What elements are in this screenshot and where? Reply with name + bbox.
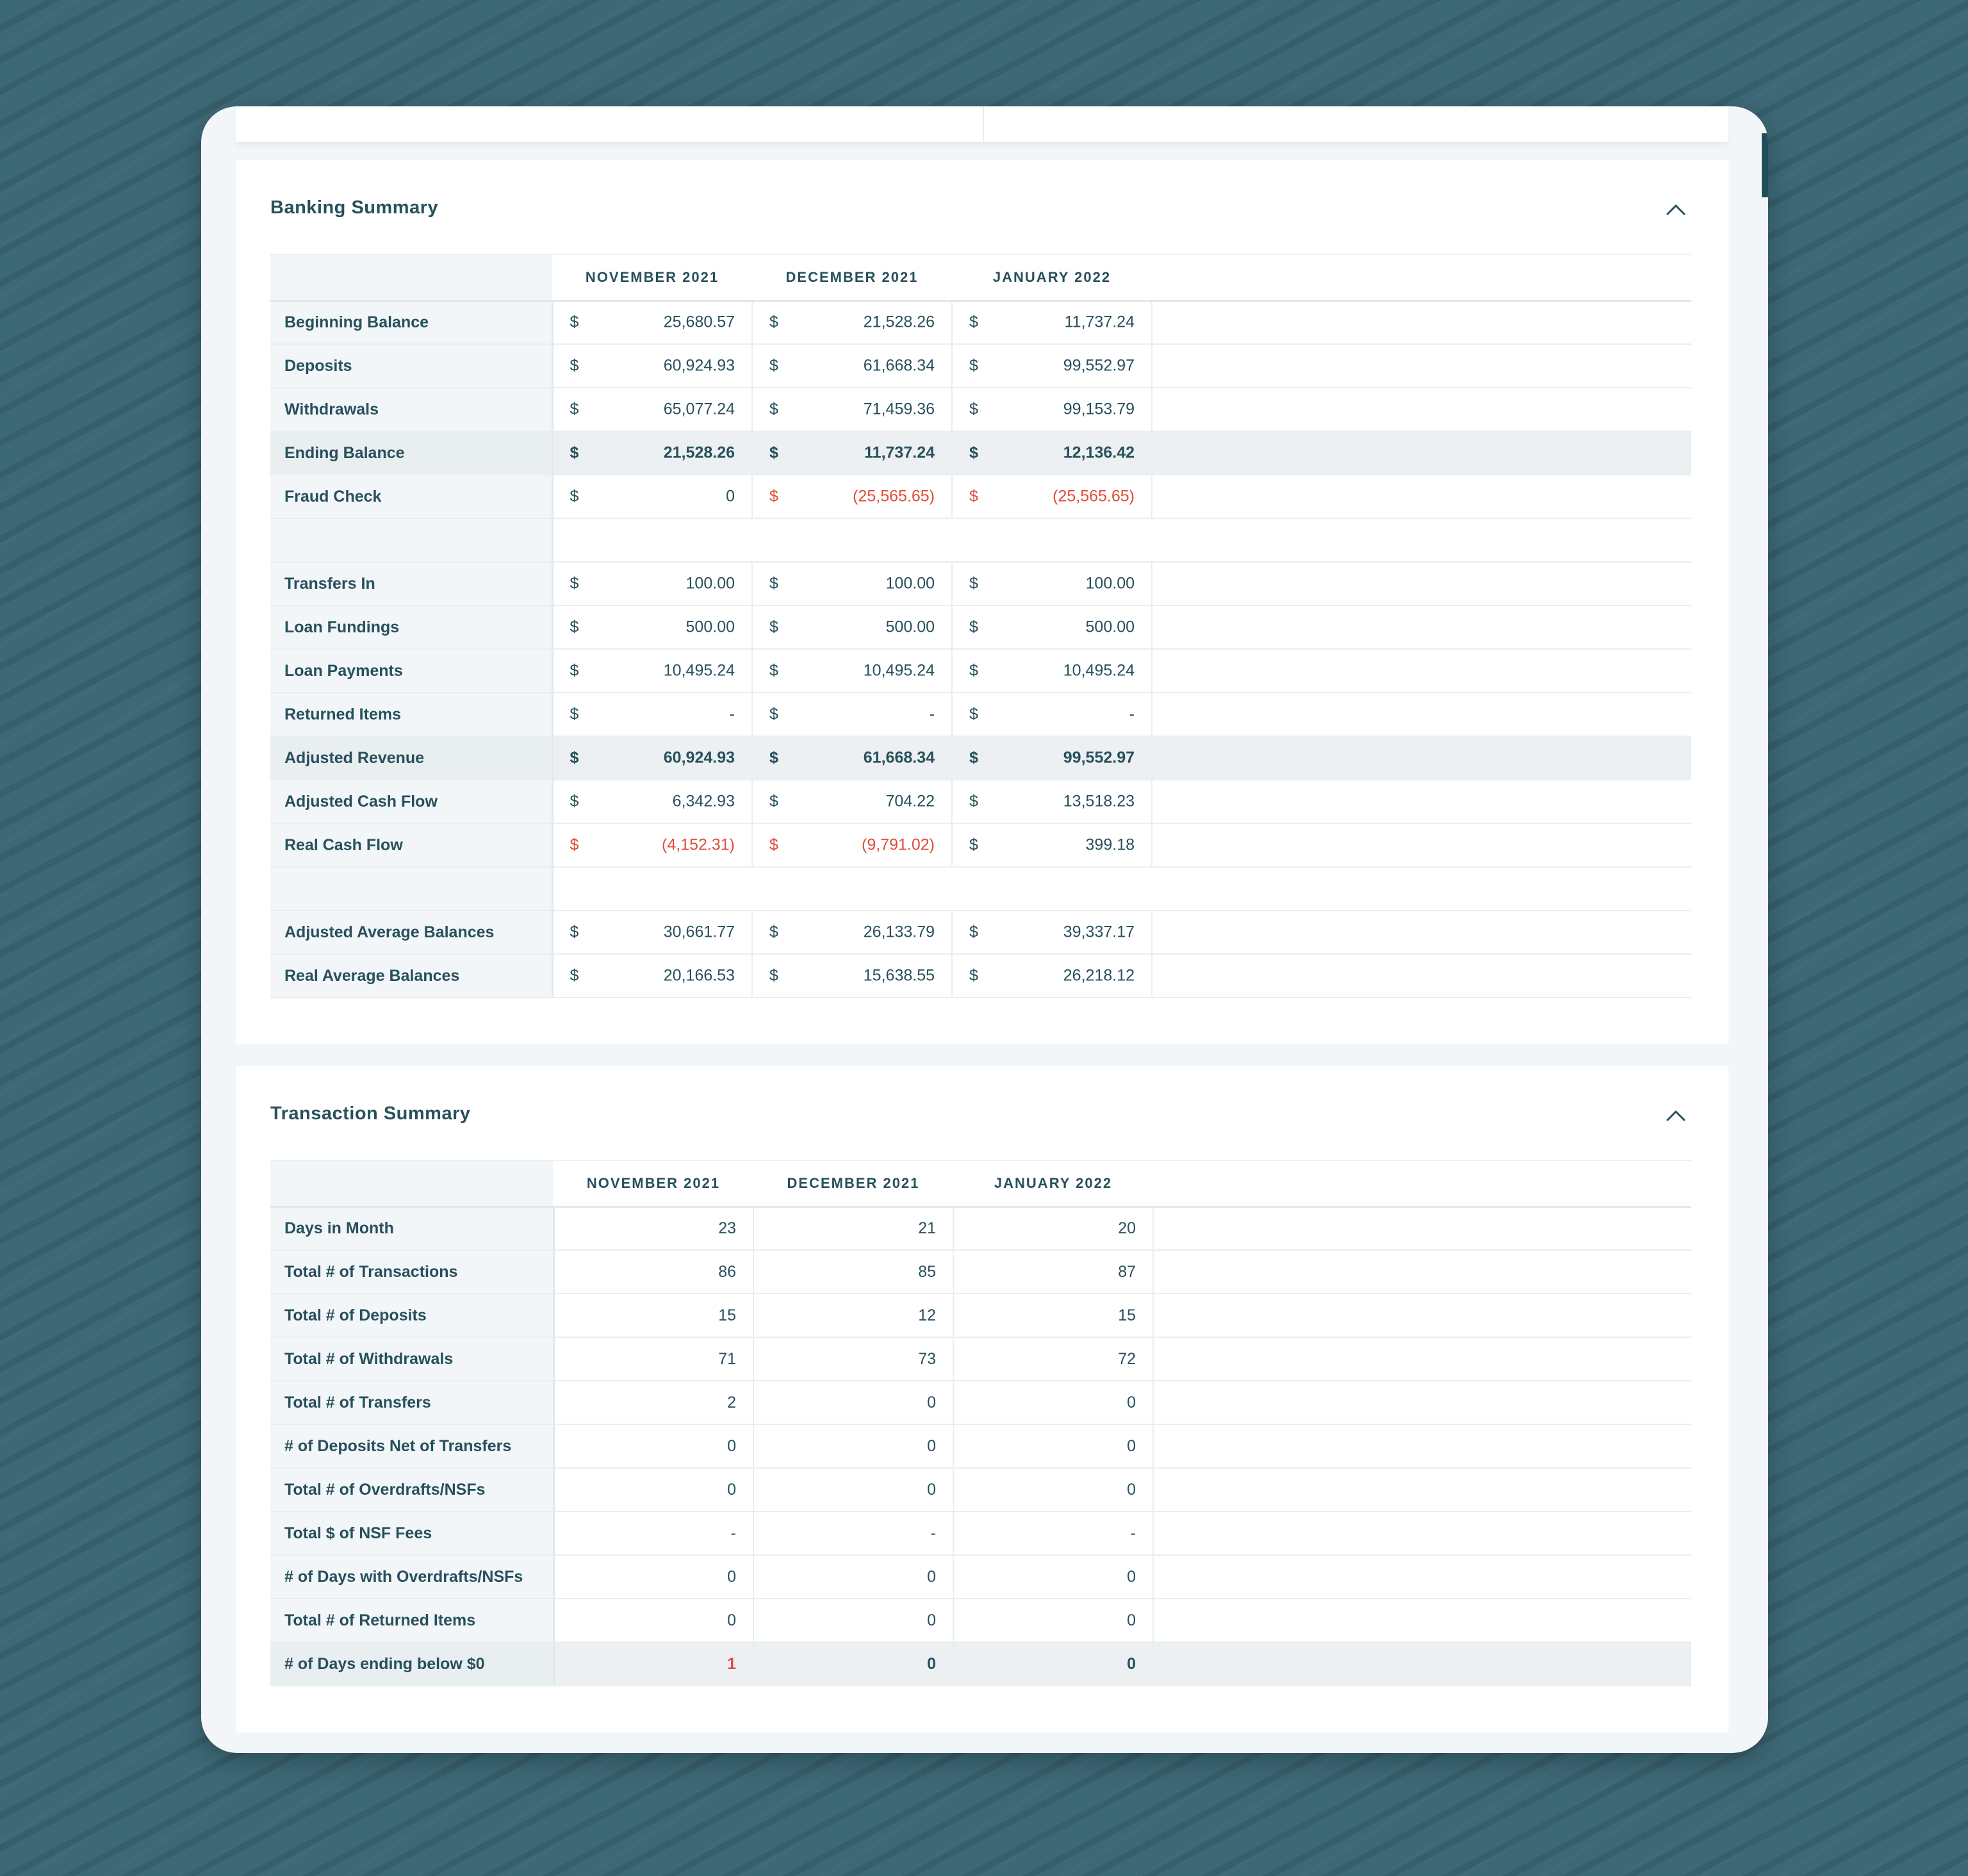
- value-cell: [552, 693, 752, 736]
- row-label: Adjusted Average Balances: [270, 910, 552, 954]
- count-cell: 0: [753, 1381, 953, 1424]
- count-cell: 15: [554, 1294, 753, 1337]
- amount: 26,133.79: [863, 923, 935, 941]
- amount: 6,342.93: [672, 792, 735, 810]
- spacer-cell: [552, 867, 1691, 910]
- row-filler: [1153, 1424, 1691, 1468]
- value-cell: [552, 562, 752, 605]
- value-cell: [952, 736, 1152, 780]
- row-label: # of Days ending below $0: [270, 1642, 554, 1686]
- count-cell: 0: [953, 1424, 1153, 1468]
- banking-summary-card: [236, 160, 1728, 1044]
- count-cell: 0: [753, 1555, 953, 1599]
- currency-symbol: $: [769, 923, 778, 941]
- value-cell: [752, 344, 952, 388]
- transaction-summary-rows: [270, 1206, 1691, 1686]
- value-cell: [752, 605, 952, 649]
- table-row: [270, 910, 1691, 954]
- currency-symbol: $: [769, 835, 778, 854]
- currency-symbol: $: [769, 618, 778, 636]
- table-row: [270, 1381, 1691, 1424]
- amount: 30,661.77: [663, 923, 735, 941]
- amount: 399.18: [1085, 835, 1135, 854]
- row-label: Transfers In: [270, 562, 552, 605]
- table-row: [270, 1555, 1691, 1599]
- currency-symbol: $: [570, 835, 579, 854]
- table-row: [270, 1337, 1691, 1381]
- currency-symbol: $: [969, 835, 978, 854]
- value-cell: [552, 649, 752, 693]
- spacer-row: [270, 518, 1691, 562]
- row-filler: [1152, 475, 1691, 518]
- value-cell: [752, 693, 952, 736]
- currency-symbol: $: [769, 400, 778, 418]
- amount: 65,077.24: [663, 400, 735, 418]
- value-cell: [552, 823, 752, 867]
- count-cell: 72: [953, 1337, 1153, 1381]
- row-filler: [1153, 1642, 1691, 1686]
- row-filler: [1152, 605, 1691, 649]
- row-label: Withdrawals: [270, 388, 552, 431]
- count-cell: -: [953, 1511, 1153, 1555]
- value-cell: [952, 693, 1152, 736]
- value-cell: [952, 823, 1152, 867]
- row-filler: [1152, 562, 1691, 605]
- currency-symbol: $: [769, 705, 778, 723]
- currency-symbol: $: [969, 661, 978, 680]
- amount: 60,924.93: [663, 748, 735, 767]
- count-cell: 23: [554, 1206, 753, 1250]
- table-row: [270, 1206, 1691, 1250]
- app-window: [201, 106, 1768, 1753]
- amount: 99,552.97: [1063, 356, 1135, 375]
- value-cell: [752, 300, 952, 344]
- table-row: [270, 736, 1691, 780]
- amount: 11,737.24: [864, 443, 935, 462]
- value-cell: [752, 954, 952, 998]
- amount: 39,337.17: [1063, 923, 1135, 941]
- amount: 61,668.34: [863, 748, 935, 767]
- amount: 20,166.53: [663, 966, 735, 985]
- currency-symbol: $: [570, 313, 579, 331]
- table-row: [270, 605, 1691, 649]
- row-filler: [1153, 1555, 1691, 1599]
- amount: 500.00: [685, 618, 735, 636]
- amount: 12,136.42: [1063, 443, 1135, 462]
- count-cell: 0: [953, 1381, 1153, 1424]
- row-label: Beginning Balance: [270, 300, 552, 344]
- amount: 500.00: [885, 618, 935, 636]
- currency-symbol: $: [769, 966, 778, 985]
- edge-tab: [1762, 133, 1768, 197]
- table-row: [270, 780, 1691, 823]
- currency-symbol: $: [969, 792, 978, 810]
- row-filler: [1152, 954, 1691, 998]
- amount: 71,459.36: [863, 400, 935, 418]
- row-filler: [1152, 388, 1691, 431]
- amount: (4,152.31): [662, 835, 735, 854]
- count-cell: -: [554, 1511, 753, 1555]
- row-label: Total # of Withdrawals: [270, 1337, 554, 1381]
- row-filler: [1152, 823, 1691, 867]
- count-cell: 0: [753, 1468, 953, 1511]
- amount: -: [929, 705, 935, 723]
- header-filler: [1153, 1160, 1691, 1206]
- row-label: Total $ of NSF Fees: [270, 1511, 554, 1555]
- header-corner: [270, 1160, 554, 1206]
- row-filler: [1152, 431, 1691, 475]
- count-cell: 0: [953, 1555, 1153, 1599]
- row-label: Loan Payments: [270, 649, 552, 693]
- amount: 500.00: [1085, 618, 1135, 636]
- currency-symbol: $: [969, 313, 978, 331]
- value-cell: [552, 431, 752, 475]
- row-label: Adjusted Revenue: [270, 736, 552, 780]
- value-cell: [552, 780, 752, 823]
- value-cell: [752, 823, 952, 867]
- row-filler: [1153, 1206, 1691, 1250]
- amount: 26,218.12: [1063, 966, 1135, 985]
- table-row: [270, 300, 1691, 344]
- value-cell: [752, 649, 952, 693]
- value-cell: [552, 475, 752, 518]
- row-filler: [1153, 1511, 1691, 1555]
- row-label: Returned Items: [270, 693, 552, 736]
- header-filler: [1152, 254, 1691, 300]
- currency-symbol: $: [969, 923, 978, 941]
- table-header-row: [270, 1160, 1691, 1206]
- header-corner: [270, 254, 552, 300]
- row-filler: [1152, 780, 1691, 823]
- row-label: Total # of Transactions: [270, 1250, 554, 1294]
- row-label: Real Average Balances: [270, 954, 552, 998]
- transaction-summary-title: Transaction Summary: [270, 1103, 471, 1124]
- count-cell: 12: [753, 1294, 953, 1337]
- amount: 21,528.26: [663, 443, 735, 462]
- value-cell: [752, 388, 952, 431]
- count-cell: 0: [554, 1424, 753, 1468]
- value-cell: [952, 475, 1152, 518]
- spacer-cell: [552, 518, 1691, 562]
- currency-symbol: $: [969, 356, 978, 375]
- row-filler: [1153, 1250, 1691, 1294]
- chevron-up-icon[interactable]: [1664, 1105, 1687, 1128]
- count-cell: 86: [554, 1250, 753, 1294]
- count-cell: 0: [554, 1599, 753, 1642]
- column-header: NOVEMBER 2021: [554, 1160, 753, 1206]
- amount: 10,495.24: [1063, 661, 1135, 680]
- currency-symbol: $: [969, 443, 978, 462]
- table-row: [270, 1468, 1691, 1511]
- amount: (25,565.65): [1053, 487, 1135, 506]
- table-row: [270, 1250, 1691, 1294]
- currency-symbol: $: [969, 487, 978, 506]
- currency-symbol: $: [769, 748, 778, 767]
- row-label: Real Cash Flow: [270, 823, 552, 867]
- value-cell: [752, 562, 952, 605]
- row-label: Loan Fundings: [270, 605, 552, 649]
- value-cell: [552, 605, 752, 649]
- value-cell: [552, 736, 752, 780]
- currency-symbol: $: [570, 748, 579, 767]
- currency-symbol: $: [570, 923, 579, 941]
- amount: 15,638.55: [863, 966, 935, 985]
- table-row: [270, 693, 1691, 736]
- currency-symbol: $: [570, 661, 579, 680]
- table-row: [270, 344, 1691, 388]
- column-header: NOVEMBER 2021: [552, 254, 752, 300]
- value-cell: [952, 649, 1152, 693]
- value-cell: [952, 300, 1152, 344]
- row-filler: [1153, 1468, 1691, 1511]
- row-label: Deposits: [270, 344, 552, 388]
- row-filler: [1152, 910, 1691, 954]
- currency-symbol: $: [969, 966, 978, 985]
- count-cell: 0: [753, 1424, 953, 1468]
- value-cell: [952, 388, 1152, 431]
- amount: 100.00: [1085, 574, 1135, 593]
- count-cell: 85: [753, 1250, 953, 1294]
- count-cell: 20: [953, 1206, 1153, 1250]
- currency-symbol: $: [769, 356, 778, 375]
- value-cell: [752, 431, 952, 475]
- transaction-summary-header[interactable]: [270, 1097, 1694, 1135]
- amount: 0: [726, 487, 735, 506]
- row-label: Total # of Returned Items: [270, 1599, 554, 1642]
- row-label: Days in Month: [270, 1206, 554, 1250]
- count-cell: -: [753, 1511, 953, 1555]
- currency-symbol: $: [769, 792, 778, 810]
- amount: 99,153.79: [1063, 400, 1135, 418]
- count-cell: 0: [554, 1555, 753, 1599]
- row-label: Total # of Deposits: [270, 1294, 554, 1337]
- row-label: # of Deposits Net of Transfers: [270, 1424, 554, 1468]
- count-cell: 21: [753, 1206, 953, 1250]
- amount: 13,518.23: [1063, 792, 1135, 810]
- value-cell: [952, 562, 1152, 605]
- count-cell: 0: [554, 1468, 753, 1511]
- row-filler: [1152, 649, 1691, 693]
- row-filler: [1153, 1599, 1691, 1642]
- currency-symbol: $: [570, 618, 579, 636]
- amount: 60,924.93: [663, 356, 735, 375]
- value-cell: [952, 910, 1152, 954]
- currency-symbol: $: [769, 443, 778, 462]
- transaction-summary-table: [270, 1160, 1691, 1686]
- transaction-summary-card: [236, 1066, 1728, 1732]
- amount: -: [1129, 705, 1135, 723]
- table-row: [270, 823, 1691, 867]
- table-row: [270, 649, 1691, 693]
- amount: 100.00: [885, 574, 935, 593]
- currency-symbol: $: [969, 748, 978, 767]
- count-cell: 0: [953, 1599, 1153, 1642]
- count-cell: 71: [554, 1337, 753, 1381]
- currency-symbol: $: [570, 400, 579, 418]
- value-cell: [752, 780, 952, 823]
- value-cell: [952, 344, 1152, 388]
- value-cell: [552, 344, 752, 388]
- amount: 99,552.97: [1063, 748, 1135, 767]
- row-label-empty: [270, 518, 552, 562]
- currency-symbol: $: [969, 574, 978, 593]
- column-header: DECEMBER 2021: [752, 254, 952, 300]
- currency-symbol: $: [769, 313, 778, 331]
- table-row: [270, 1511, 1691, 1555]
- count-cell: 15: [953, 1294, 1153, 1337]
- count-cell: 2: [554, 1381, 753, 1424]
- banking-summary-header[interactable]: [270, 191, 1694, 229]
- row-label: Total # of Transfers: [270, 1381, 554, 1424]
- table-row: [270, 1642, 1691, 1686]
- value-cell: [752, 736, 952, 780]
- amount: 704.22: [885, 792, 935, 810]
- amount: 10,495.24: [663, 661, 735, 680]
- currency-symbol: $: [969, 618, 978, 636]
- row-label: Total # of Overdrafts/NSFs: [270, 1468, 554, 1511]
- banking-summary-title: Banking Summary: [270, 197, 439, 218]
- value-cell: [552, 300, 752, 344]
- currency-symbol: $: [969, 400, 978, 418]
- count-cell: 0: [953, 1468, 1153, 1511]
- row-label: Ending Balance: [270, 431, 552, 475]
- table-row: [270, 475, 1691, 518]
- count-cell: 1: [554, 1642, 753, 1686]
- row-filler: [1152, 736, 1691, 780]
- row-filler: [1153, 1381, 1691, 1424]
- top-panel: [236, 106, 1728, 144]
- value-cell: [752, 910, 952, 954]
- count-cell: 0: [753, 1642, 953, 1686]
- table-row: [270, 431, 1691, 475]
- spacer-row: [270, 867, 1691, 910]
- currency-symbol: $: [769, 487, 778, 506]
- amount: 100.00: [685, 574, 735, 593]
- top-panel-divider: [983, 106, 984, 142]
- value-cell: [552, 388, 752, 431]
- amount: 25,680.57: [663, 313, 735, 331]
- banking-summary-table: [270, 254, 1691, 998]
- table-row: [270, 388, 1691, 431]
- currency-symbol: $: [570, 443, 579, 462]
- row-filler: [1153, 1337, 1691, 1381]
- currency-symbol: $: [570, 356, 579, 375]
- value-cell: [952, 431, 1152, 475]
- table-row: [270, 954, 1691, 998]
- row-label: # of Days with Overdrafts/NSFs: [270, 1555, 554, 1599]
- amount: (25,565.65): [853, 487, 935, 506]
- value-cell: [752, 475, 952, 518]
- value-cell: [552, 910, 752, 954]
- table-row: [270, 562, 1691, 605]
- chevron-up-icon[interactable]: [1664, 199, 1687, 222]
- currency-symbol: $: [570, 574, 579, 593]
- count-cell: 73: [753, 1337, 953, 1381]
- column-header: JANUARY 2022: [952, 254, 1152, 300]
- table-row: [270, 1424, 1691, 1468]
- value-cell: [552, 954, 752, 998]
- row-filler: [1153, 1294, 1691, 1337]
- banking-summary-rows: [270, 300, 1691, 998]
- value-cell: [952, 954, 1152, 998]
- column-header: DECEMBER 2021: [753, 1160, 953, 1206]
- table-header-row: [270, 254, 1691, 300]
- amount: -: [729, 705, 735, 723]
- value-cell: [952, 605, 1152, 649]
- value-cell: [952, 780, 1152, 823]
- currency-symbol: $: [570, 792, 579, 810]
- row-filler: [1152, 300, 1691, 344]
- row-filler: [1152, 693, 1691, 736]
- amount: 10,495.24: [863, 661, 935, 680]
- column-header: JANUARY 2022: [953, 1160, 1153, 1206]
- table-row: [270, 1599, 1691, 1642]
- currency-symbol: $: [969, 705, 978, 723]
- amount: 21,528.26: [863, 313, 935, 331]
- count-cell: 0: [953, 1642, 1153, 1686]
- row-label-empty: [270, 867, 552, 910]
- row-label: Adjusted Cash Flow: [270, 780, 552, 823]
- currency-symbol: $: [769, 661, 778, 680]
- count-cell: 87: [953, 1250, 1153, 1294]
- amount: 11,737.24: [1064, 313, 1135, 331]
- currency-symbol: $: [769, 574, 778, 593]
- currency-symbol: $: [570, 705, 579, 723]
- currency-symbol: $: [570, 966, 579, 985]
- count-cell: 0: [753, 1599, 953, 1642]
- amount: (9,791.02): [862, 835, 935, 854]
- table-row: [270, 1294, 1691, 1337]
- row-filler: [1152, 344, 1691, 388]
- currency-symbol: $: [570, 487, 579, 506]
- amount: 61,668.34: [863, 356, 935, 375]
- row-label: Fraud Check: [270, 475, 552, 518]
